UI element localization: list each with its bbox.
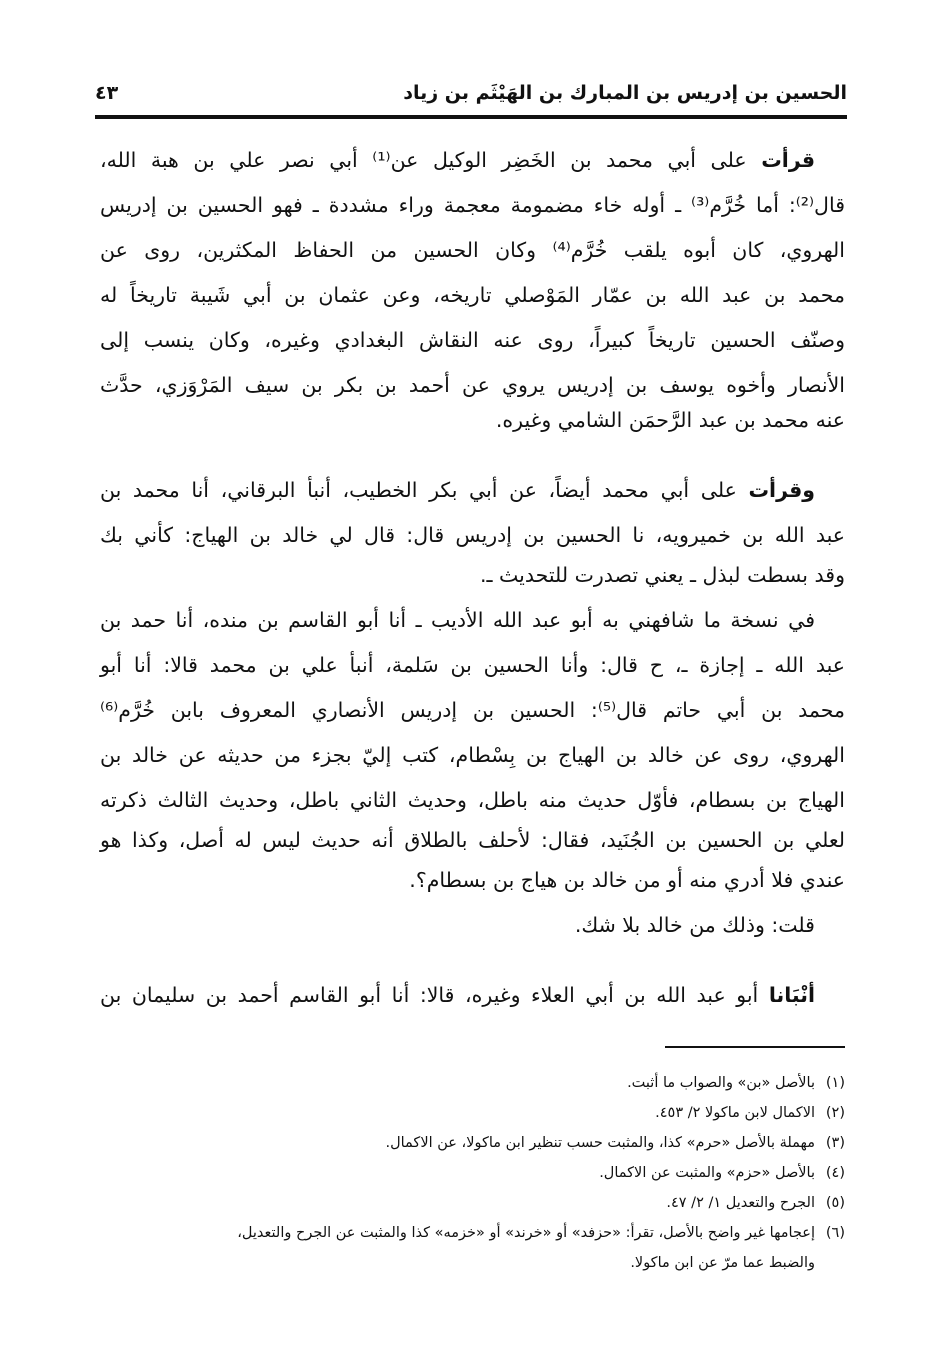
footnote-number: (٢) xyxy=(825,1105,845,1121)
footnote-text: الاكمال لابن ماكولا ٢/ ٤٥٣. xyxy=(655,1105,815,1121)
line-text: محمد بن أبي حاتم قال⁽⁵⁾: الحسين بن إدريس الأنصاري المعروف بابن خُرَّم⁽⁶⁾ xyxy=(100,698,845,722)
footnote-number: (٤) xyxy=(825,1165,845,1181)
text-line xyxy=(100,520,845,550)
footnote-number: (٥) xyxy=(825,1195,845,1211)
line-text: عبد الله بن خميرويه، نا الحسين بن إدريس قال: قال لي خالد بن الهياج: كأني بك xyxy=(100,523,845,547)
line-text: الهياج بن بسطام، فأوّل حديث منه باطل، وحديث الثاني باطل، وحديث الثالث ذكرته xyxy=(100,788,845,812)
footnote xyxy=(120,1072,845,1094)
text-line xyxy=(100,405,845,435)
line-text: عندي فلا أدري منه أو من خالد بن هياج بن بسطام؟. xyxy=(409,868,845,892)
footnote-text: الجرح والتعديل ١/ ٢/ ٤٧. xyxy=(666,1195,815,1211)
footnote xyxy=(120,1102,845,1124)
footnote-number: (٣) xyxy=(825,1135,845,1151)
text-line xyxy=(100,785,845,815)
text-line xyxy=(100,740,845,770)
line-text: قلت: وذلك من خالد بلا شك. xyxy=(574,913,815,937)
line-text: قال⁽²⁾: أما خُرَّم⁽³⁾ ـ أوله خاء مضمومة معجمة وراء مشددة ـ فهو الحسين بن إدريس xyxy=(100,193,845,217)
footnote-number: (١) xyxy=(825,1075,845,1091)
footnote xyxy=(120,1132,845,1154)
text-line xyxy=(100,695,845,725)
line-text: عنه محمد بن عبد الرَّحمَن الشامي وغيره. xyxy=(495,408,845,432)
line-text: الهروي، روى عن خالد بن الهياج بن بِسْطام، كتب إليّ بجزء من حديثه عن خالد بن xyxy=(100,743,845,767)
text-line xyxy=(100,825,845,855)
line-text: الهروي، كان أبوه يلقب خُرَّم⁽⁴⁾ وكان الحسين من الحفاظ المكثرين، روى عن xyxy=(100,238,845,262)
line-text: وصنّف الحسين تاريخاً كبيراً، روى عنه النقاش البغدادي وغيره، وكان ينسب إلى xyxy=(100,328,845,352)
lead-word: أنْبَانا xyxy=(768,983,815,1007)
text-line xyxy=(100,325,845,355)
header-rule xyxy=(95,115,847,119)
text-line xyxy=(100,190,845,220)
line-text: وقد بسطت لبذل ـ يعني تصدرت للتحديث ـ. xyxy=(480,563,845,587)
page-number: ٤٣ xyxy=(95,82,119,104)
line-text: عبد الله ـ إجازة ـ، ح قال: وأنا الحسين بن سَلمة، أنبأ علي بن محمد قالا: أنا أبو xyxy=(100,653,845,677)
footnote xyxy=(120,1252,845,1274)
footnote-number: (٦) xyxy=(825,1225,845,1241)
text-line xyxy=(100,280,845,310)
text-line xyxy=(100,650,845,680)
footnote-text: بالأصل «بن» والصواب ما أثبت. xyxy=(627,1075,815,1091)
footnote xyxy=(120,1222,845,1244)
line-text: لعلي بن الحسين بن الجُنَيد، فقال: لأحلف بالطلاق أنه حديث ليس له أصل، وكذا هو xyxy=(100,828,845,852)
line-text: على أبي محمد بن الخَضِر الوكيل عن⁽¹⁾ أبي نصر علي بن هبة الله، xyxy=(100,148,762,172)
footnote-text: إعجامها غير واضح بالأصل، تقرأ: «حزفد» أو «خرند» أو «خزمه» كذا والمثبت عن الجرح والتعديل، xyxy=(237,1225,815,1241)
line-text: أبو عبد الله بن أبي العلاء وغيره، قالا: أنا أبو القاسم أحمد بن سليمان بن xyxy=(100,983,769,1007)
running-header xyxy=(95,82,847,112)
footnote-separator xyxy=(665,1046,845,1048)
text-line xyxy=(100,370,845,400)
text-line xyxy=(100,605,845,635)
footnote xyxy=(120,1192,845,1214)
text-line xyxy=(100,145,845,175)
line-text: محمد بن عبد الله بن عمّار المَوْصلي تاريخه، وعن عثمان بن أبي شَيبة تاريخاً له xyxy=(100,283,845,307)
text-line xyxy=(100,865,845,895)
line-text: في نسخة ما شافهني به أبو عبد الله الأديب ـ أنا أبو القاسم بن منده، أنا حمد بن xyxy=(100,608,815,632)
footnote-text: والضبط عما مرّ عن ابن ماكولا. xyxy=(630,1255,815,1271)
line-text: على أبي محمد أيضاً، عن أبي بكر الخطيب، أنبأ البرقاني، أنا محمد بن xyxy=(100,478,749,502)
footnote-text: بالأصل «حزم» والمثبت عن الاكمال. xyxy=(599,1165,815,1181)
text-line xyxy=(100,475,845,505)
footnote-text: مهملة بالأصل «حرم» كذا، والمثبت حسب تنظير ابن ماكولا، عن الاكمال. xyxy=(385,1135,815,1151)
lead-word: قرأت xyxy=(761,148,816,172)
running-title: الحسين بن إدريس بن المبارك بن الهَيْثَم بن زياد xyxy=(403,82,847,104)
text-line xyxy=(100,560,845,590)
lead-word: وقرأت xyxy=(748,478,815,502)
footnote xyxy=(120,1162,845,1184)
text-line xyxy=(100,910,845,940)
line-text: الأنصار وأخوه يوسف بن إدريس يروي عن أحمد بن بكر بن سيف المَرْوَزي، حدَّث xyxy=(100,373,845,397)
text-line xyxy=(100,235,845,265)
text-line xyxy=(100,980,845,1010)
